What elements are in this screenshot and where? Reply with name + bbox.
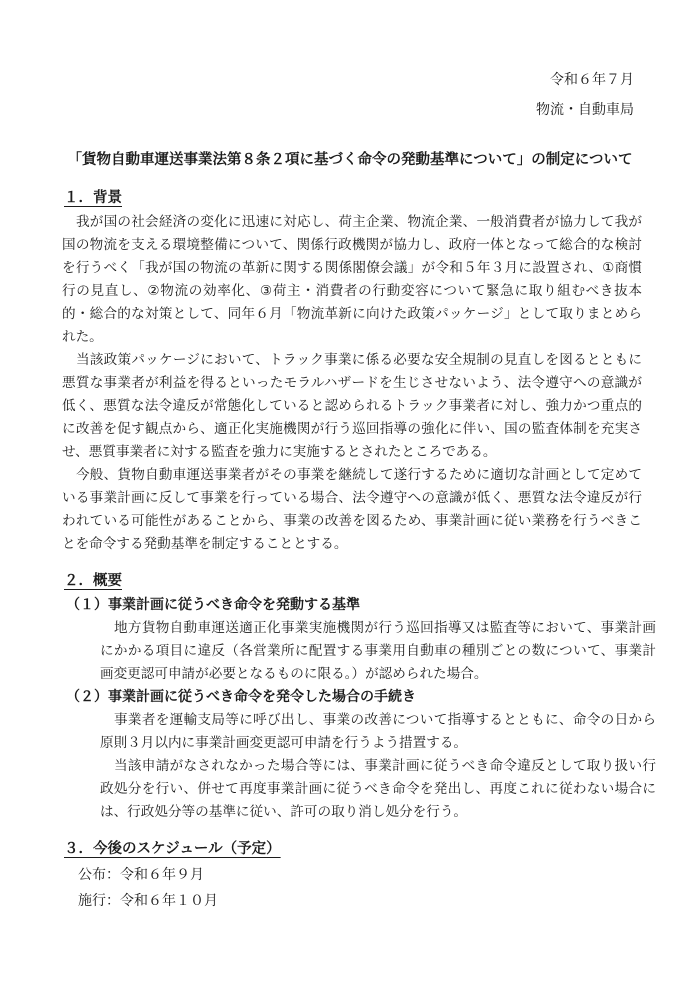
overview-item-1-title: （１）事業計画に従うべき命令を発動する基準 [66,596,360,612]
document-header [0,0,700,124]
background-paragraph-3: 今般、貨物自動車運送事業者がその事業を継続して遂行するために適切な計画として定めている事業計画に反して事業を行っている場合、法令遵守への意識が低く、悪質な法令違反が行われている可能性があることから、事業の改善を図るため、事業計画に従い業務を行うべきことを命令する発動基準を制定することとする。 [62,467,642,551]
document-title: 「貨物自動車運送事業法第８条２項に基づく命令の発動基準について」の制定について [67,152,633,168]
overview-item-2-paragraph-1: 事業者を運輸支局等に呼び出し、事業の改善について指導するとともに、命令の日から原則３月以内に事業計画変更認可申請を行うよう措置する。 [100,712,656,750]
overview-item-2-paragraph-2: 当該申請がなされなかった場合等には、事業計画に従うべき命令違反として取り扱い行政処分を行い、併せて再度事業計画に従うべき命令を発出し、再度これに従わない場合には、行政処分等の基準に従い、許可の取り消し処分を行う。 [100,758,656,819]
section-heading-schedule: ３．今後のスケジュール（予定） [64,841,281,857]
overview-item-1-paragraph: 地方貨物自動車運送適正化事業実施機関が行う巡回指導又は監査等において、事業計画にかかる項目に違反（各営業所に配置する事業用自動車の種別ごとの数について、事業計画変更認可申請が必要となるものに限る。）が認められた場合。 [100,620,656,681]
overview-item-2-title: （２）事業計画に従うべき命令を発令した場合の手続き [66,688,416,704]
background-paragraph-2: 当該政策パッケージにおいて、トラック事業に係る必要な安全規制の見直しを図るとともに悪質な事業者が利益を得るといったモラルハザードを生じさせないよう、法令遵守への意識が低く、悪質な法令違反が常態化していると認められるトラック事業者に対し、強力かつ重点的に改善を促す観点から、適正化実施機関が行う巡回指導の強化に伴い、国の監査体制を充実させ、悪質事業者に対する監査を強力に実施するとされたところである。 [62,352,642,459]
background-paragraph-1: 我が国の社会経済の変化に迅速に対応し、荷主企業、物流企業、一般消費者が協力して我が国の物流を支える環境整備について、関係行政機関が協力し、政府一体となって総合的な検討を行うべく「我が国の物流の革新に関する関係閣僚会議」が令和５年３月に設置され、①商慣行の見直し、②物流の効率化、③荷主・消費者の行動変容について緊急に取り組むべき抜本的・総合的な対策として、同年６月「物流革新に向けた政策パッケージ」として取りまとめられた。 [62,214,642,344]
section-heading-background: １．背景 [64,190,122,206]
department-line: 物流・自動車局 [536,101,634,117]
schedule-enforcement-line: 施行：令和６年１０月 [78,892,218,908]
section-heading-overview: ２．概要 [64,573,122,589]
date-line: 令和６年７月 [550,71,634,87]
schedule-publication-line: 公布：令和６年９月 [78,866,204,882]
